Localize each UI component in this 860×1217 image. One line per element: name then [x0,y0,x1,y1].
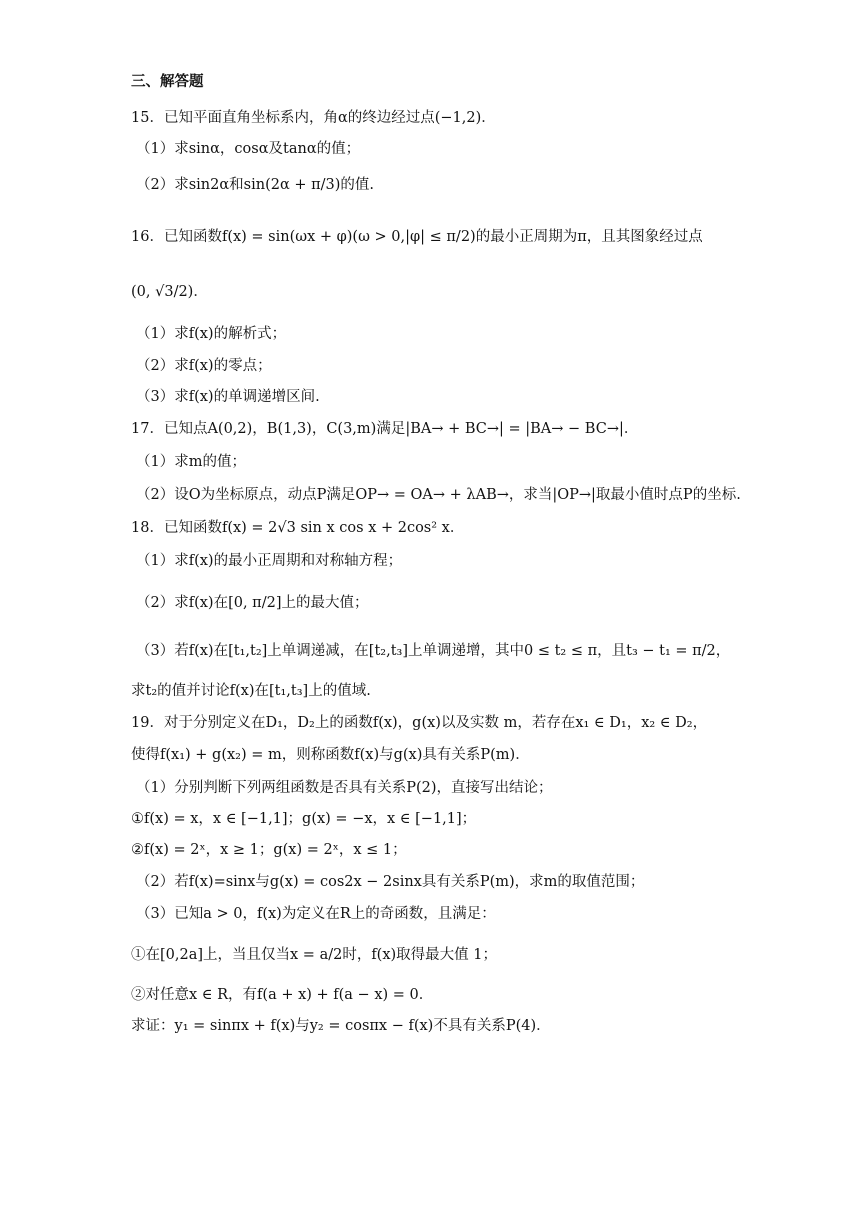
question-17-part-2: （2）设O为坐标原点，动点P满足OP→ = OA→ + λAB→，求当|OP→|取最小值时点P的坐标. [136,487,741,503]
section-title: 三、解答题 [131,74,204,90]
question-18-part-1: （1）求f(x)的最小正周期和对称轴方程； [136,553,403,569]
question-15-part-1: （1）求sinα，cosα及tanα的值； [136,141,361,157]
question-15-part-2: （2）求sin2α和sin(2α + π/3)的值. [136,177,375,193]
question-17-part-1: （1）求m的值； [136,454,246,470]
question-19-part-2: （2）若f(x)=sinx与g(x) = cos2x − 2sinx具有关系P(m)，求m的取值范围； [136,874,645,890]
question-19-part-3: （3）已知a > 0，f(x)为定义在R上的奇函数，且满足： [136,906,496,922]
question-18-stem: 18．已知函数f(x) = 2√3 sin x cos x + 2cos² x． [131,520,465,536]
question-18-part-3-cont: 求t₂的值并讨论f(x)在[t₁,t₃]上的值域. [131,683,371,699]
question-16-stem-cont: (0, √3/2)． [131,284,208,300]
question-19-proof: 求证：y₁ = sinπx + f(x)与y₂ = cosπx − f(x)不具有关系P(4)． [131,1018,551,1034]
question-16-part-1: （1）求f(x)的解析式； [136,326,287,342]
question-19-stem: 19．对于分别定义在D₁，D₂上的函数f(x)，g(x)以及实数 m，若存在x₁ ∈ D₁，x₂ ∈ D₂， [131,715,708,731]
question-19-item-1: ①f(x) = x，x ∈ [−1,1]；g(x) = −x，x ∈ [−1,1]； [131,811,477,827]
question-16-part-3: （3）求f(x)的单调递增区间. [136,389,320,405]
question-16-part-2: （2）求f(x)的零点； [136,358,272,374]
question-19-item-2: ②f(x) = 2ˣ，x ≥ 1；g(x) = 2ˣ，x ≤ 1； [131,842,407,858]
question-19-stem-cont: 使得f(x₁) + g(x₂) = m，则称函数f(x)与g(x)具有关系P(m)． [131,747,530,763]
question-19-condition-1: ①在[0,2a]上，当且仅当x = a/2时，f(x)取得最大值 1； [131,947,498,963]
question-15-stem: 15．已知平面直角坐标系内，角α的终边经过点(−1,2)． [131,110,496,126]
question-18-part-2: （2）求f(x)在[0, π/2]上的最大值； [136,595,369,611]
question-16-stem: 16．已知函数f(x) = sin(ωx + φ)(ω > 0,|φ| ≤ π/2)的最小正周期为π，且其图象经过点 [131,229,703,245]
question-19-condition-2: ②对任意x ∈ R，有f(a + x) + f(a − x) = 0． [131,987,434,1003]
question-19-part-1: （1）分别判断下列两组函数是否具有关系P(2)，直接写出结论； [136,780,553,796]
question-18-part-3: （3）若f(x)在[t₁,t₂]上单调递减，在[t₂,t₃]上单调递增，其中0 ≤ t₂ ≤ π，且t₃ − t₁ = π/2， [136,643,731,659]
question-17-stem: 17．已知点A(0,2)，B(1,3)，C(3,m)满足|BA→ + BC→| = |BA→ − BC→|． [131,421,639,437]
